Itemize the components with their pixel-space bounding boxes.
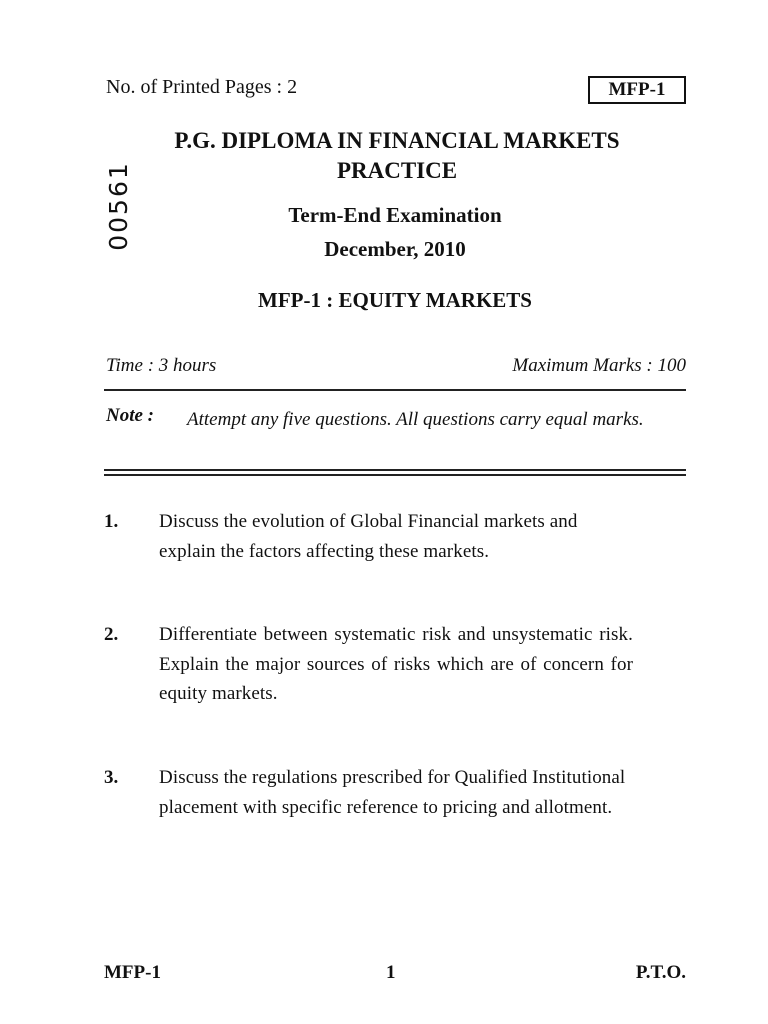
maximum-marks: Maximum Marks : 100: [512, 355, 686, 376]
footer-pto: P.T.O.: [635, 962, 686, 983]
printed-pages-count: No. of Printed Pages : 2: [106, 76, 298, 98]
divider-top: [104, 389, 686, 391]
exam-date: December, 2010: [324, 237, 466, 261]
divider-double-upper: [104, 469, 686, 471]
note-text: Attempt any five questions. All questions carry equal marks.: [187, 409, 644, 430]
programme-title: [130, 126, 664, 186]
exam-type: Term-End Examination: [288, 203, 502, 227]
question-text: Discuss the evolution of Global Financial markets and explain the factors affecting these markets.: [159, 511, 578, 562]
question-text: Discuss the regulations prescribed for Qualified Institutional placement with specific reference to pricing and allotment.: [159, 767, 626, 818]
time-allowed: Time : 3 hours: [106, 355, 217, 376]
divider-double-lower: [104, 474, 686, 476]
note-label: Note :: [106, 405, 155, 426]
serial-number: 00561: [104, 161, 133, 251]
question-text: Differentiate between systematic risk and unsystematic risk. Explain the major sources of risks which are of concern for equity markets.: [159, 624, 633, 704]
question-number: 2.: [104, 624, 119, 645]
question-number: 1.: [104, 511, 119, 532]
paper-code-box: MFP-1: [588, 76, 686, 104]
programme-title-line-2: PRACTICE: [336, 158, 458, 183]
course-title: MFP-1 : EQUITY MARKETS: [258, 288, 532, 312]
question-number: 3.: [104, 767, 119, 788]
footer-paper-code: MFP-1: [104, 962, 161, 983]
programme-title-line-1: P.G. DIPLOMA IN FINANCIAL MARKETS: [174, 128, 620, 153]
footer-page-number: 1: [386, 962, 396, 983]
